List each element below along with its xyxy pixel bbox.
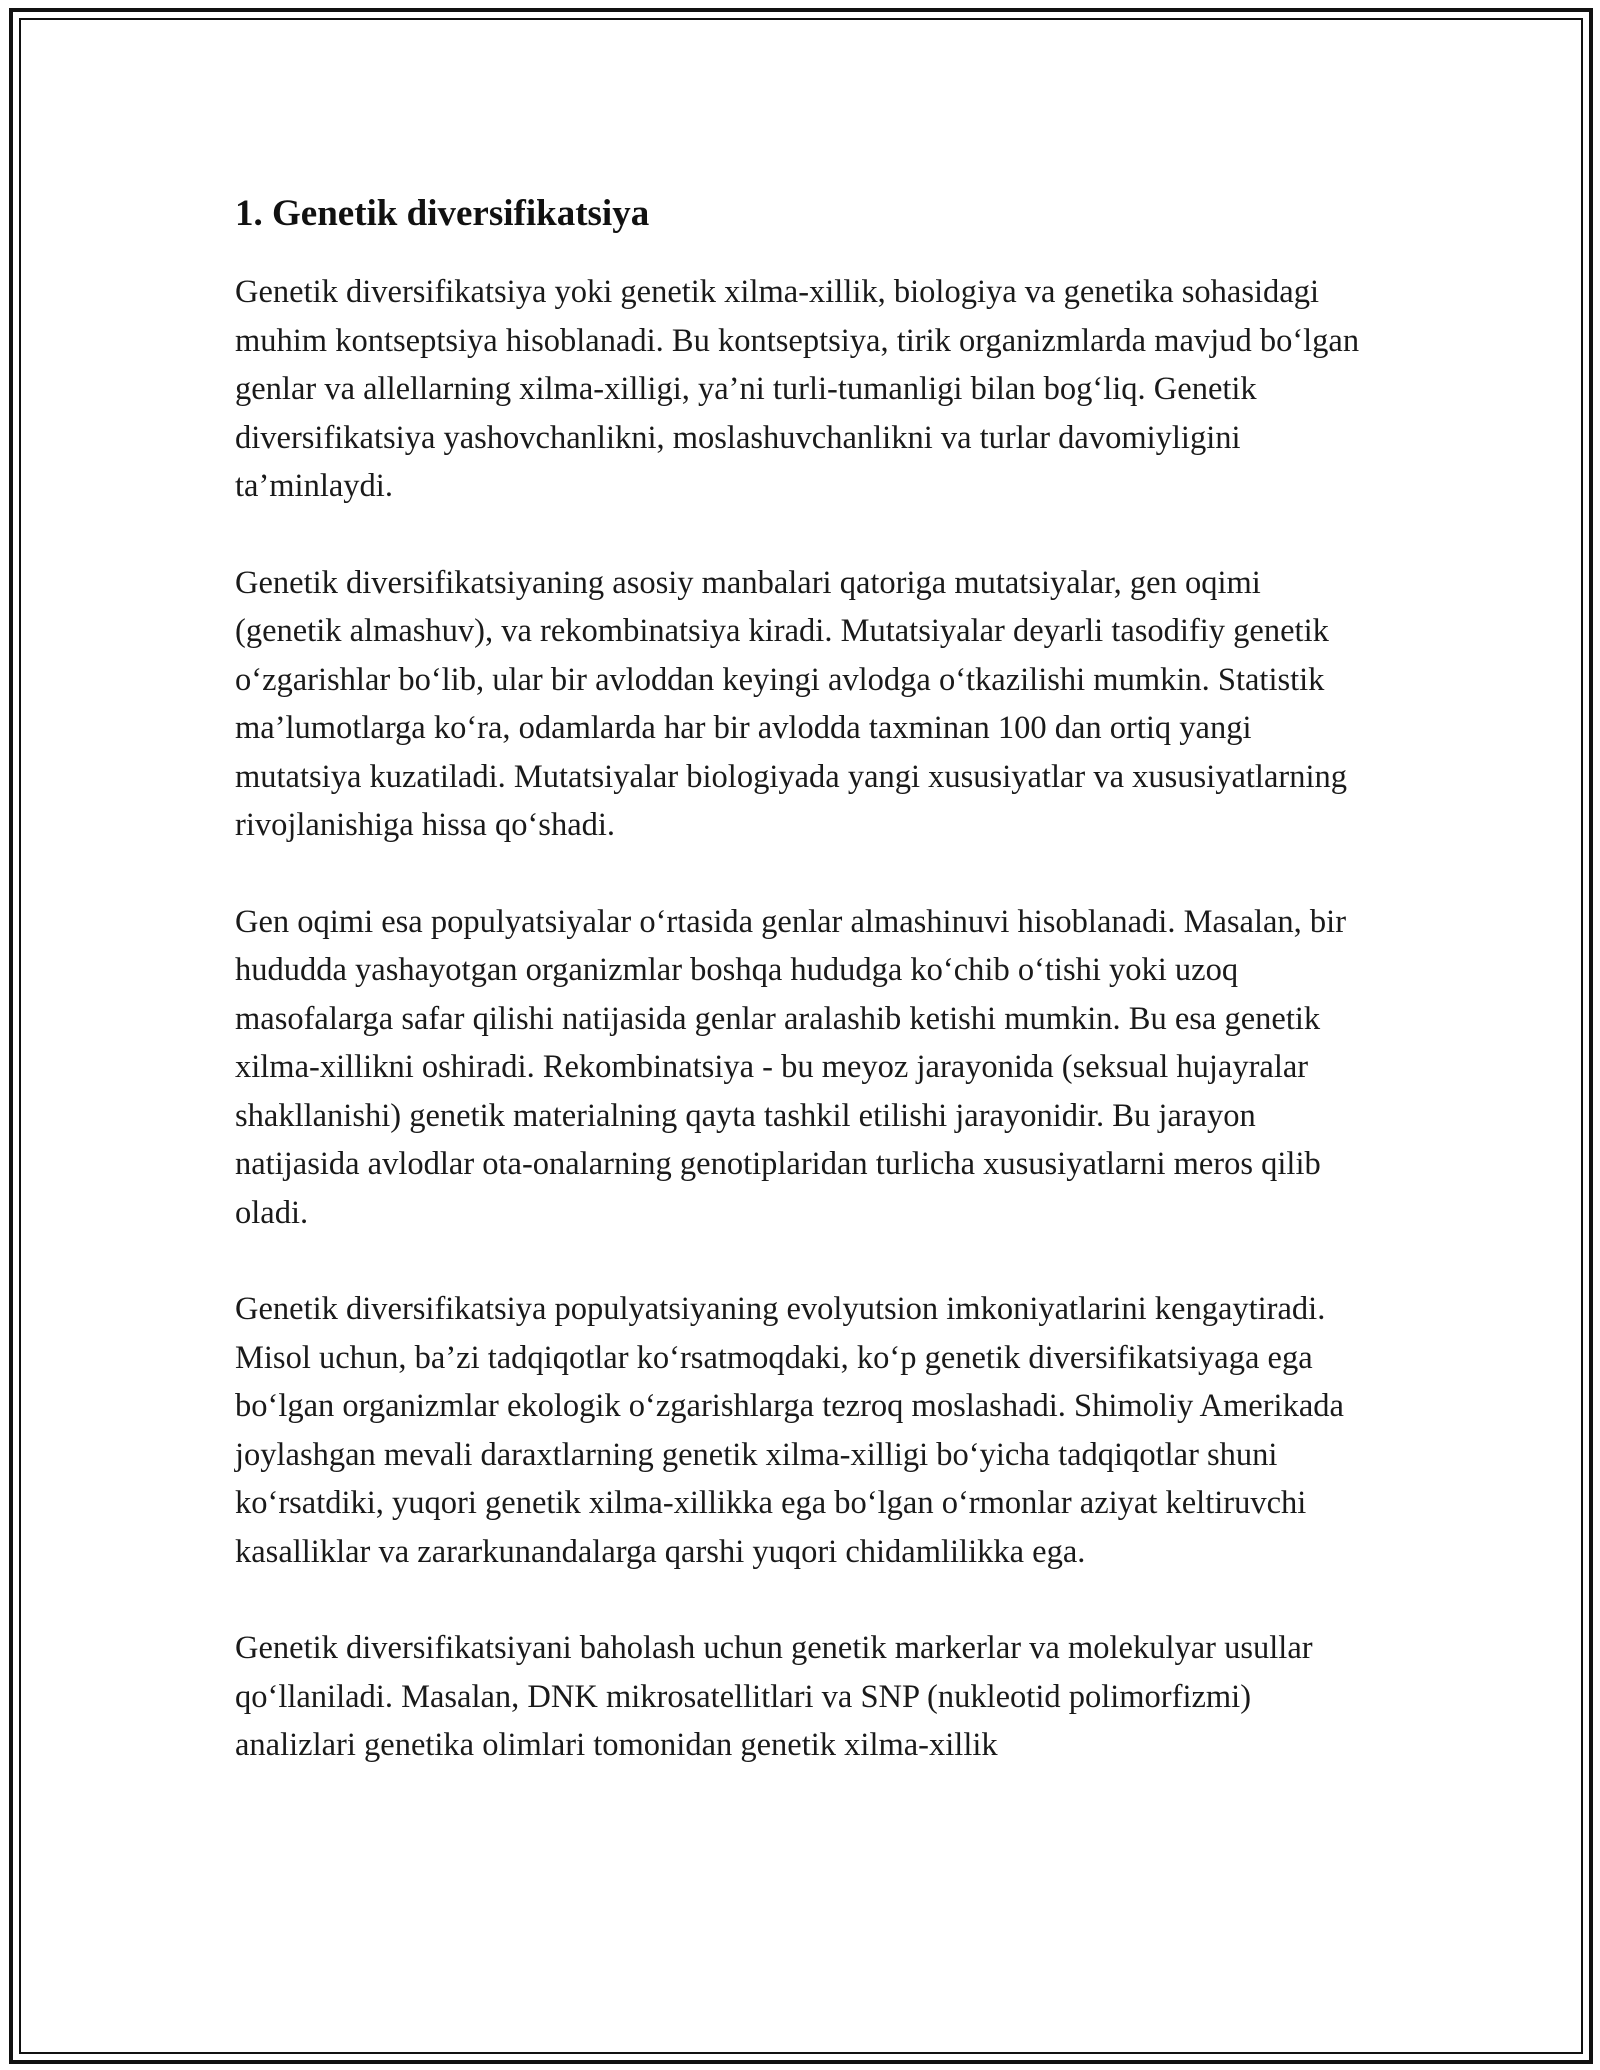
paragraph-3: Gen oqimi esa populyatsiyalar o‘rtasida genlar almashinuvi hisoblanadi. Masalan, bir hududda yashayotgan organizmlar boshqa hududga ko‘chib o‘tishi yoki uzoq masofalarga safar qilishi natijasida genlar aralashib ketishi mumkin. Bu esa genetik xilma-xillikni oshiradi. Rekombinatsiya - bu meyoz jarayonida (seksual hujayralar shakllanishi) genetik materialning qayta tashkil etilishi jarayonidir. Bu jarayon natijasida avlodlar ota-onalarning genotiplaridan turlicha xususiyatlarni meros qilib oladi. xyxy=(235,903,1347,1231)
section-heading: 1. Genetik diversifikatsiya xyxy=(235,193,650,234)
document-body xyxy=(235,186,1365,1818)
paragraph-1: Genetik diversifikatsiya yoki genetik xilma-xillik, biologiya va genetika sohasidagi muhim kontseptsiya hisoblanadi. Bu kontseptsiya, tirik organizmlarda mavjud bo‘lgan genlar va allellarning xilma-xilligi, ya’ni turli-tumanligi bilan bog‘liq. Genetik diversifikatsiya yashovchanlikni, moslashuvchanlikni va turlar davomiyligini ta’minlaydi. xyxy=(235,274,1360,504)
paragraph-4: Genetik diversifikatsiya populyatsiyaning evolyutsion imkoniyatlarini kengaytiradi. Misol uchun, ba’zi tadqiqotlar ko‘rsatmoqdaki, ko‘p genetik diversifikatsiyaga ega bo‘lgan organizmlar ekologik o‘zgarishlarga tezroq moslashadi. Shimoliy Amerikada joylashgan mevali daraxtlarning genetik xilma-xilligi bo‘yicha tadqiqotlar shuni ko‘rsatdiki, yuqori genetik xilma-xillikka ega bo‘lgan o‘rmonlar aziyat keltiruvchi kasalliklar va zararkunandalarga qarshi yuqori chidamlilikka ega. xyxy=(235,1291,1344,1570)
paragraph-2: Genetik diversifikatsiyaning asosiy manbalari qatoriga mutatsiyalar, gen oqimi (genetik almashuv), va rekombinatsiya kiradi. Mutatsiyalar deyarli tasodifiy genetik o‘zgarishlar bo‘lib, ular bir avloddan keyingi avlodga o‘tkazilishi mumkin. Statistik ma’lumotlarga ko‘ra, odamlarda har bir avlodda taxminan 100 dan ortiq yangi mutatsiya kuzatiladi. Mutatsiyalar biologiyada yangi xususiyatlar va xususiyatlarning rivojlanishiga hissa qo‘shadi. xyxy=(235,564,1347,843)
paragraph-5: Genetik diversifikatsiyani baholash uchun genetik markerlar va molekulyar usullar qo‘llaniladi. Masalan, DNK mikrosatellitlari va SNP (nukleotid polimorfizmi) analizlari genetika olimlari tomonidan genetik xilma-xillik xyxy=(235,1630,1313,1763)
